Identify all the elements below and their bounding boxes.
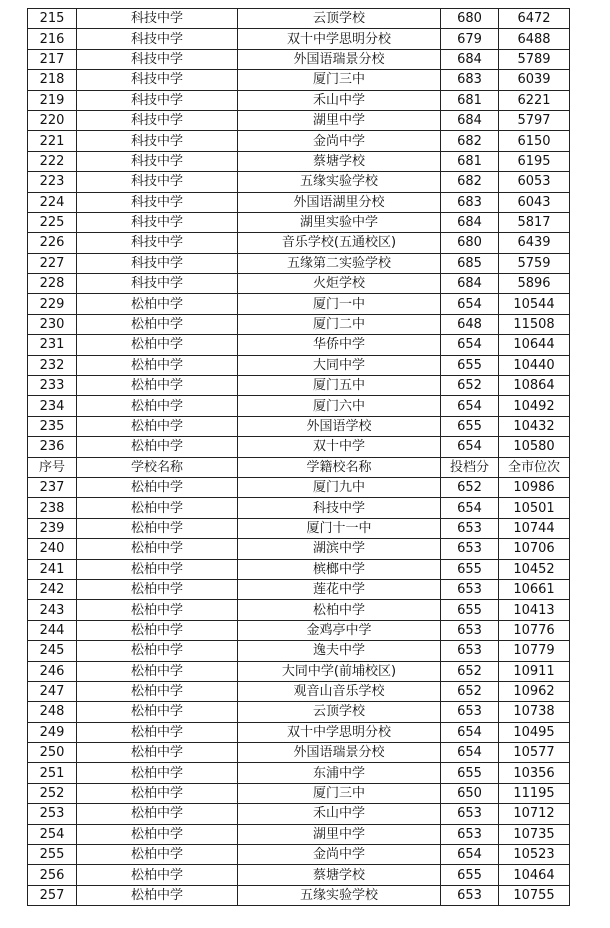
cell-seq: 232 xyxy=(28,355,77,375)
cell-rank: 10738 xyxy=(499,702,570,722)
cell-seq: 224 xyxy=(28,192,77,212)
table-row xyxy=(28,212,570,232)
table-row xyxy=(28,90,570,110)
table-row xyxy=(28,376,570,396)
cell-score: 684 xyxy=(441,110,499,130)
cell-rank: 6472 xyxy=(499,9,570,29)
table-row xyxy=(28,559,570,579)
table-row xyxy=(28,498,570,518)
cell-enrolled-school: 大同中学 xyxy=(238,355,441,375)
cell-seq: 246 xyxy=(28,661,77,681)
cell-seq: 243 xyxy=(28,600,77,620)
cell-rank: 10523 xyxy=(499,845,570,865)
cell-score: 683 xyxy=(441,70,499,90)
cell-rank: 10495 xyxy=(499,722,570,742)
cell-score: 684 xyxy=(441,49,499,69)
table-row xyxy=(28,539,570,559)
table-row xyxy=(28,253,570,273)
cell-school: 科技中学 xyxy=(77,131,238,151)
cell-score: 652 xyxy=(441,681,499,701)
cell-rank: 6150 xyxy=(499,131,570,151)
cell-rank: 5817 xyxy=(499,212,570,232)
cell-rank: 6195 xyxy=(499,151,570,171)
cell-seq: 245 xyxy=(28,641,77,661)
table-row xyxy=(28,702,570,722)
cell-seq: 229 xyxy=(28,294,77,314)
table-row xyxy=(28,416,570,436)
cell-rank: 10661 xyxy=(499,579,570,599)
cell-enrolled-school: 五缘实验学校 xyxy=(238,172,441,192)
cell-rank: 10735 xyxy=(499,824,570,844)
cell-rank: 10962 xyxy=(499,681,570,701)
cell-school: 科技中学 xyxy=(77,212,238,232)
cell-rank: 10744 xyxy=(499,518,570,538)
cell-rank: 10755 xyxy=(499,885,570,905)
cell-school: 松柏中学 xyxy=(77,763,238,783)
cell-school: 松柏中学 xyxy=(77,559,238,579)
cell-rank: 6221 xyxy=(499,90,570,110)
cell-seq: 247 xyxy=(28,681,77,701)
cell-school: 科技中学 xyxy=(77,274,238,294)
cell-seq: 244 xyxy=(28,620,77,640)
cell-seq: 248 xyxy=(28,702,77,722)
table-row xyxy=(28,661,570,681)
cell-score: 682 xyxy=(441,131,499,151)
cell-enrolled-school: 云顶学校 xyxy=(238,702,441,722)
cell-enrolled-school: 东浦中学 xyxy=(238,763,441,783)
cell-seq: 256 xyxy=(28,865,77,885)
table-row xyxy=(28,477,570,497)
cell-seq: 242 xyxy=(28,579,77,599)
cell-score: 680 xyxy=(441,9,499,29)
cell-school: 松柏中学 xyxy=(77,396,238,416)
cell-rank: 6439 xyxy=(499,233,570,253)
cell-seq: 227 xyxy=(28,253,77,273)
cell-rank: 10544 xyxy=(499,294,570,314)
cell-score: 652 xyxy=(441,661,499,681)
cell-rank: 10779 xyxy=(499,641,570,661)
table-row xyxy=(28,885,570,905)
cell-seq: 220 xyxy=(28,110,77,130)
cell-score: 650 xyxy=(441,783,499,803)
cell-enrolled-school: 外国语瑞景分校 xyxy=(238,49,441,69)
table-row xyxy=(28,396,570,416)
cell-school: 松柏中学 xyxy=(77,498,238,518)
cell-rank: 5797 xyxy=(499,110,570,130)
table-row xyxy=(28,110,570,130)
cell-enrolled-school: 金鸡亭中学 xyxy=(238,620,441,640)
cell-enrolled-school: 双十中学思明分校 xyxy=(238,722,441,742)
table-row xyxy=(28,70,570,90)
cell-enrolled-school: 湖里实验中学 xyxy=(238,212,441,232)
cell-enrolled-school: 大同中学(前埔校区) xyxy=(238,661,441,681)
cell-score: 652 xyxy=(441,477,499,497)
cell-school: 松柏中学 xyxy=(77,376,238,396)
cell-seq: 235 xyxy=(28,416,77,436)
cell-school: 松柏中学 xyxy=(77,600,238,620)
cell-seq: 252 xyxy=(28,783,77,803)
cell-school: 松柏中学 xyxy=(77,314,238,334)
cell-enrolled-school: 厦门六中 xyxy=(238,396,441,416)
cell-score: 投档分 xyxy=(441,457,499,477)
table-row xyxy=(28,151,570,171)
cell-score: 655 xyxy=(441,559,499,579)
cell-score: 654 xyxy=(441,335,499,355)
cell-score: 683 xyxy=(441,192,499,212)
cell-score: 654 xyxy=(441,294,499,314)
cell-seq: 序号 xyxy=(28,457,77,477)
cell-seq: 253 xyxy=(28,804,77,824)
cell-school: 科技中学 xyxy=(77,151,238,171)
cell-seq: 234 xyxy=(28,396,77,416)
cell-school: 松柏中学 xyxy=(77,783,238,803)
cell-enrolled-school: 双十中学思明分校 xyxy=(238,29,441,49)
table-row xyxy=(28,865,570,885)
cell-score: 653 xyxy=(441,579,499,599)
cell-school: 松柏中学 xyxy=(77,437,238,457)
cell-school: 科技中学 xyxy=(77,49,238,69)
cell-score: 648 xyxy=(441,314,499,334)
cell-score: 652 xyxy=(441,376,499,396)
cell-score: 655 xyxy=(441,600,499,620)
table-row xyxy=(28,131,570,151)
cell-rank: 6039 xyxy=(499,70,570,90)
table-row xyxy=(28,518,570,538)
cell-score: 654 xyxy=(441,845,499,865)
cell-rank: 10356 xyxy=(499,763,570,783)
cell-rank: 10492 xyxy=(499,396,570,416)
cell-seq: 230 xyxy=(28,314,77,334)
cell-enrolled-school: 华侨中学 xyxy=(238,335,441,355)
cell-seq: 240 xyxy=(28,539,77,559)
cell-enrolled-school: 蔡塘学校 xyxy=(238,151,441,171)
table-row xyxy=(28,600,570,620)
cell-enrolled-school: 湖里中学 xyxy=(238,110,441,130)
cell-enrolled-school: 湖滨中学 xyxy=(238,539,441,559)
cell-school: 松柏中学 xyxy=(77,661,238,681)
cell-enrolled-school: 厦门九中 xyxy=(238,477,441,497)
cell-school: 科技中学 xyxy=(77,90,238,110)
table-row xyxy=(28,274,570,294)
table-row xyxy=(28,763,570,783)
cell-school: 松柏中学 xyxy=(77,743,238,763)
cell-seq: 257 xyxy=(28,885,77,905)
cell-score: 653 xyxy=(441,885,499,905)
cell-school: 松柏中学 xyxy=(77,477,238,497)
cell-rank: 5789 xyxy=(499,49,570,69)
cell-rank: 10911 xyxy=(499,661,570,681)
cell-enrolled-school: 逸夫中学 xyxy=(238,641,441,661)
table-row xyxy=(28,355,570,375)
cell-rank: 10452 xyxy=(499,559,570,579)
cell-school: 松柏中学 xyxy=(77,845,238,865)
cell-school: 松柏中学 xyxy=(77,416,238,436)
cell-enrolled-school: 厦门三中 xyxy=(238,783,441,803)
cell-school: 松柏中学 xyxy=(77,539,238,559)
cell-rank: 5759 xyxy=(499,253,570,273)
cell-enrolled-school: 科技中学 xyxy=(238,498,441,518)
cell-school: 松柏中学 xyxy=(77,355,238,375)
table-row xyxy=(28,192,570,212)
cell-enrolled-school: 五缘实验学校 xyxy=(238,885,441,905)
cell-seq: 218 xyxy=(28,70,77,90)
table-row xyxy=(28,9,570,29)
cell-score: 654 xyxy=(441,437,499,457)
cell-enrolled-school: 厦门一中 xyxy=(238,294,441,314)
cell-rank: 5896 xyxy=(499,274,570,294)
cell-score: 654 xyxy=(441,396,499,416)
cell-enrolled-school: 观音山音乐学校 xyxy=(238,681,441,701)
table-row xyxy=(28,722,570,742)
cell-school: 松柏中学 xyxy=(77,722,238,742)
table-row xyxy=(28,804,570,824)
cell-score: 653 xyxy=(441,824,499,844)
cell-rank: 10644 xyxy=(499,335,570,355)
cell-enrolled-school: 火炬学校 xyxy=(238,274,441,294)
cell-seq: 237 xyxy=(28,477,77,497)
cell-score: 685 xyxy=(441,253,499,273)
cell-rank: 10432 xyxy=(499,416,570,436)
cell-seq: 254 xyxy=(28,824,77,844)
cell-school: 科技中学 xyxy=(77,253,238,273)
cell-score: 655 xyxy=(441,763,499,783)
cell-score: 654 xyxy=(441,722,499,742)
cell-rank: 10464 xyxy=(499,865,570,885)
table-row xyxy=(28,335,570,355)
table-row xyxy=(28,579,570,599)
cell-score: 684 xyxy=(441,274,499,294)
cell-enrolled-school: 外国语瑞景分校 xyxy=(238,743,441,763)
cell-seq: 228 xyxy=(28,274,77,294)
cell-school: 松柏中学 xyxy=(77,294,238,314)
cell-school: 松柏中学 xyxy=(77,641,238,661)
cell-score: 653 xyxy=(441,702,499,722)
cell-score: 679 xyxy=(441,29,499,49)
cell-score: 653 xyxy=(441,518,499,538)
cell-seq: 233 xyxy=(28,376,77,396)
cell-seq: 251 xyxy=(28,763,77,783)
cell-score: 654 xyxy=(441,498,499,518)
cell-enrolled-school: 禾山中学 xyxy=(238,804,441,824)
cell-seq: 222 xyxy=(28,151,77,171)
cell-seq: 226 xyxy=(28,233,77,253)
cell-seq: 221 xyxy=(28,131,77,151)
cell-school: 松柏中学 xyxy=(77,702,238,722)
cell-school: 科技中学 xyxy=(77,172,238,192)
cell-rank: 10440 xyxy=(499,355,570,375)
cell-school: 学校名称 xyxy=(77,457,238,477)
cell-school: 松柏中学 xyxy=(77,885,238,905)
cell-seq: 238 xyxy=(28,498,77,518)
cell-school: 科技中学 xyxy=(77,192,238,212)
cell-school: 松柏中学 xyxy=(77,865,238,885)
enrollment-score-table xyxy=(27,8,570,906)
cell-rank: 10580 xyxy=(499,437,570,457)
cell-enrolled-school: 厦门三中 xyxy=(238,70,441,90)
cell-rank: 10501 xyxy=(499,498,570,518)
cell-rank: 10986 xyxy=(499,477,570,497)
cell-enrolled-school: 蔡塘学校 xyxy=(238,865,441,885)
cell-score: 682 xyxy=(441,172,499,192)
table-row xyxy=(28,743,570,763)
table-row xyxy=(28,641,570,661)
table-row xyxy=(28,49,570,69)
cell-rank: 10864 xyxy=(499,376,570,396)
cell-seq: 231 xyxy=(28,335,77,355)
cell-rank: 全市位次 xyxy=(499,457,570,477)
cell-seq: 239 xyxy=(28,518,77,538)
cell-enrolled-school: 湖里中学 xyxy=(238,824,441,844)
cell-enrolled-school: 金尚中学 xyxy=(238,845,441,865)
cell-school: 松柏中学 xyxy=(77,335,238,355)
cell-enrolled-school: 松柏中学 xyxy=(238,600,441,620)
cell-enrolled-school: 学籍校名称 xyxy=(238,457,441,477)
cell-score: 680 xyxy=(441,233,499,253)
cell-rank: 6488 xyxy=(499,29,570,49)
cell-score: 653 xyxy=(441,641,499,661)
cell-school: 科技中学 xyxy=(77,29,238,49)
cell-enrolled-school: 云顶学校 xyxy=(238,9,441,29)
table-row xyxy=(28,824,570,844)
cell-rank: 10577 xyxy=(499,743,570,763)
cell-school: 松柏中学 xyxy=(77,804,238,824)
cell-seq: 215 xyxy=(28,9,77,29)
cell-school: 科技中学 xyxy=(77,110,238,130)
table-row xyxy=(28,681,570,701)
cell-enrolled-school: 金尚中学 xyxy=(238,131,441,151)
cell-school: 松柏中学 xyxy=(77,518,238,538)
cell-school: 松柏中学 xyxy=(77,824,238,844)
cell-enrolled-school: 五缘第二实验学校 xyxy=(238,253,441,273)
cell-rank: 11508 xyxy=(499,314,570,334)
cell-score: 681 xyxy=(441,151,499,171)
cell-score: 684 xyxy=(441,212,499,232)
cell-enrolled-school: 音乐学校(五通校区) xyxy=(238,233,441,253)
table-row xyxy=(28,314,570,334)
cell-seq: 249 xyxy=(28,722,77,742)
cell-rank: 6053 xyxy=(499,172,570,192)
cell-seq: 223 xyxy=(28,172,77,192)
cell-enrolled-school: 禾山中学 xyxy=(238,90,441,110)
cell-seq: 250 xyxy=(28,743,77,763)
cell-rank: 10413 xyxy=(499,600,570,620)
cell-score: 654 xyxy=(441,743,499,763)
cell-score: 653 xyxy=(441,804,499,824)
cell-score: 655 xyxy=(441,865,499,885)
cell-seq: 236 xyxy=(28,437,77,457)
cell-rank: 10776 xyxy=(499,620,570,640)
cell-enrolled-school: 厦门十一中 xyxy=(238,518,441,538)
cell-score: 655 xyxy=(441,355,499,375)
cell-school: 科技中学 xyxy=(77,70,238,90)
cell-rank: 6043 xyxy=(499,192,570,212)
table-row xyxy=(28,845,570,865)
cell-school: 科技中学 xyxy=(77,9,238,29)
cell-school: 科技中学 xyxy=(77,233,238,253)
cell-rank: 11195 xyxy=(499,783,570,803)
table-row xyxy=(28,233,570,253)
cell-enrolled-school: 双十中学 xyxy=(238,437,441,457)
table-body xyxy=(28,9,570,906)
cell-seq: 217 xyxy=(28,49,77,69)
cell-score: 655 xyxy=(441,416,499,436)
cell-enrolled-school: 槟榔中学 xyxy=(238,559,441,579)
cell-enrolled-school: 厦门二中 xyxy=(238,314,441,334)
cell-enrolled-school: 厦门五中 xyxy=(238,376,441,396)
cell-seq: 241 xyxy=(28,559,77,579)
cell-seq: 255 xyxy=(28,845,77,865)
table-row xyxy=(28,172,570,192)
cell-school: 松柏中学 xyxy=(77,681,238,701)
cell-rank: 10706 xyxy=(499,539,570,559)
table-row xyxy=(28,294,570,314)
table-row xyxy=(28,437,570,457)
cell-school: 松柏中学 xyxy=(77,620,238,640)
table-row xyxy=(28,783,570,803)
cell-enrolled-school: 外国语湖里分校 xyxy=(238,192,441,212)
cell-seq: 216 xyxy=(28,29,77,49)
cell-enrolled-school: 莲花中学 xyxy=(238,579,441,599)
cell-seq: 219 xyxy=(28,90,77,110)
table-row xyxy=(28,620,570,640)
cell-score: 681 xyxy=(441,90,499,110)
cell-enrolled-school: 外国语学校 xyxy=(238,416,441,436)
table-row xyxy=(28,457,570,477)
cell-school: 松柏中学 xyxy=(77,579,238,599)
cell-rank: 10712 xyxy=(499,804,570,824)
cell-score: 653 xyxy=(441,620,499,640)
cell-score: 653 xyxy=(441,539,499,559)
table-row xyxy=(28,29,570,49)
cell-seq: 225 xyxy=(28,212,77,232)
